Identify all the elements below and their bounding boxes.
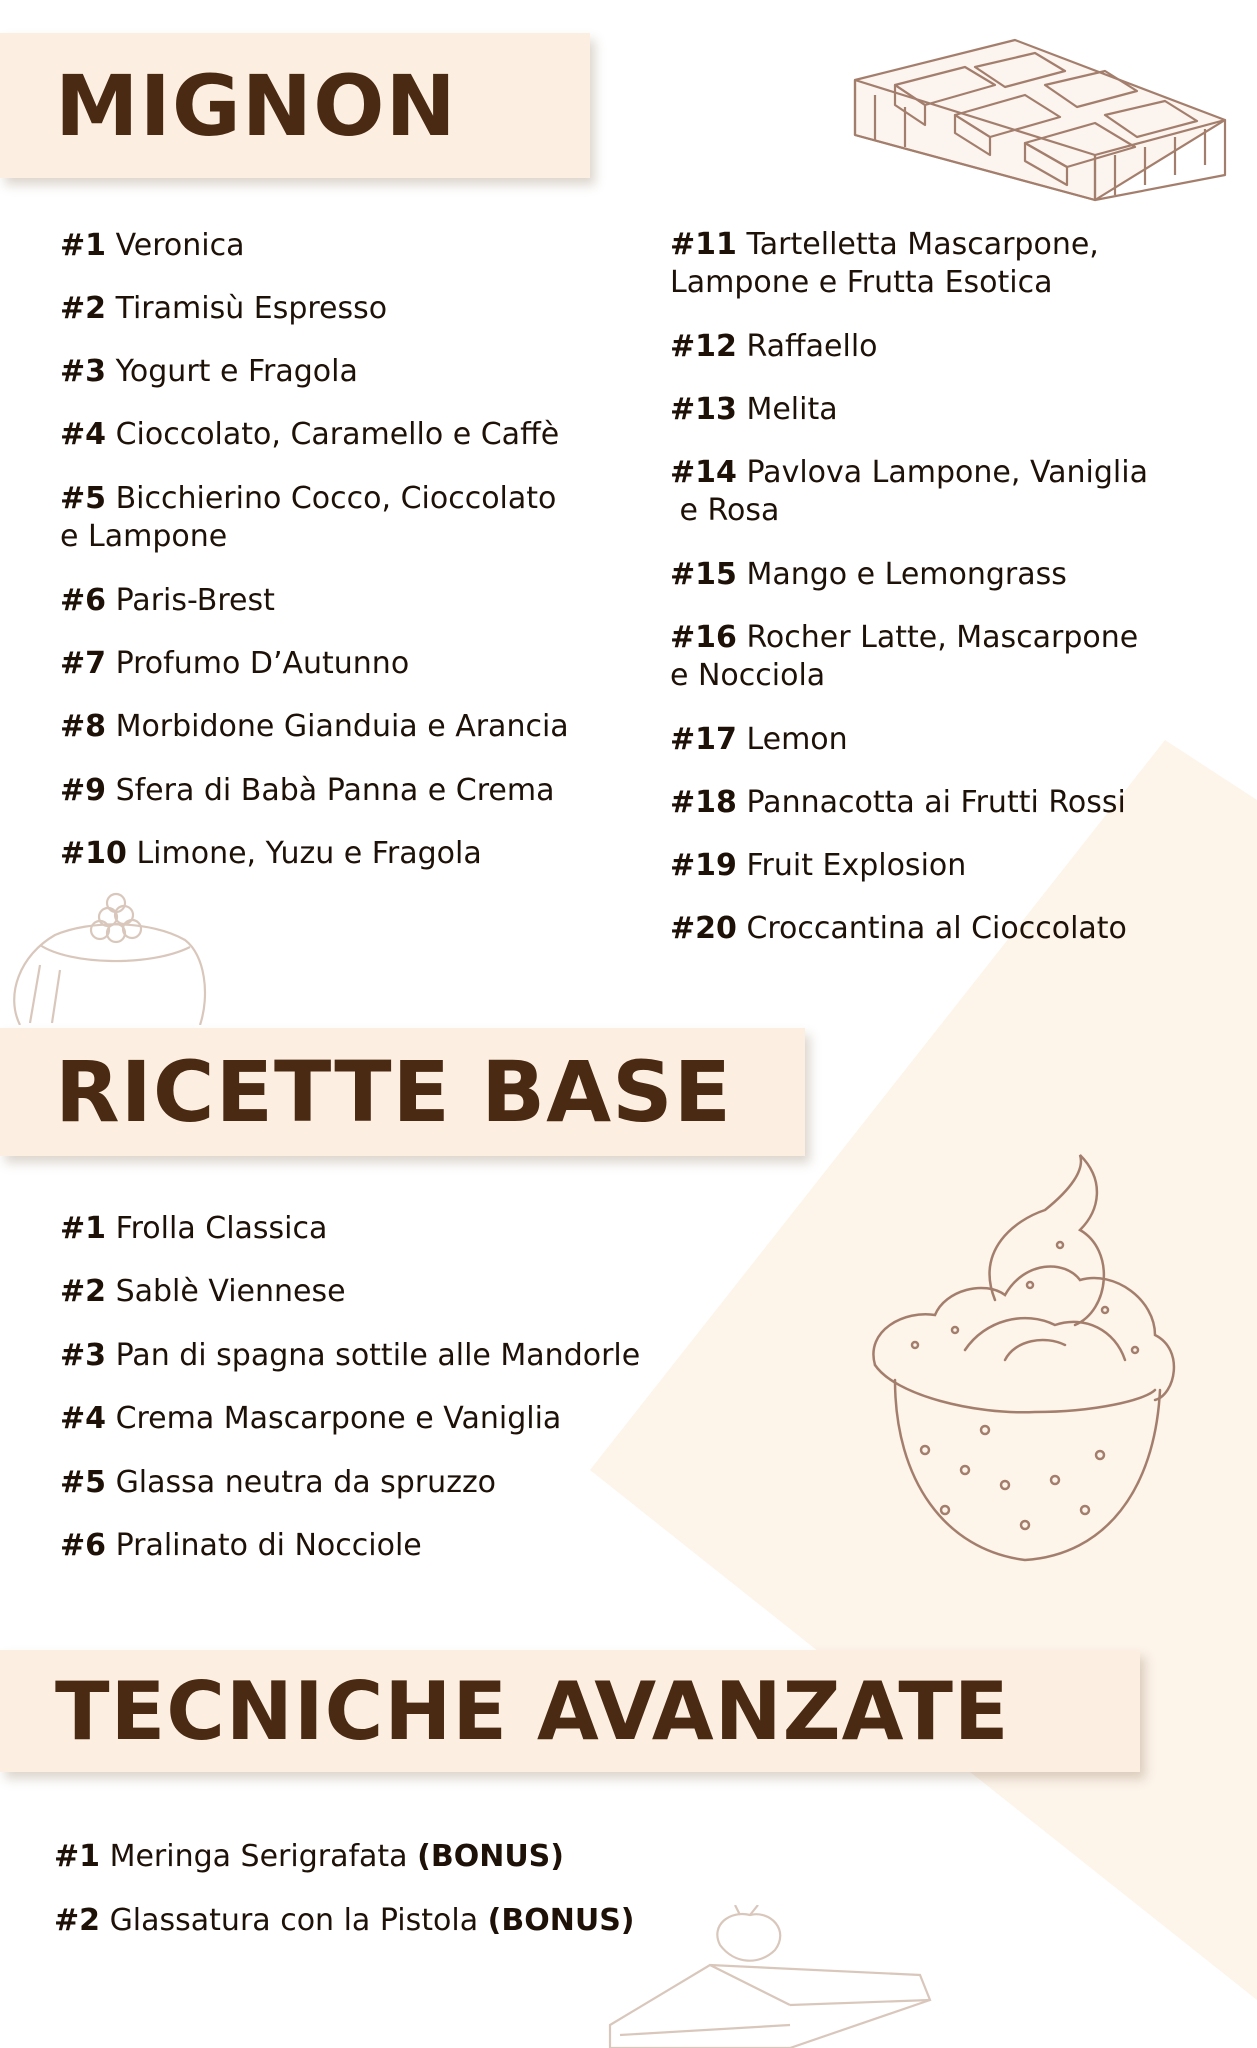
list-item: #5 Bicchierino Cocco, Cioccolato e Lampone: [60, 481, 557, 554]
list-item: #18 Pannacotta ai Frutti Rossi: [670, 785, 1126, 820]
list-item: #11 Tartelletta Mascarpone, Lampone e Frutta Esotica: [670, 227, 1099, 300]
list-item: #2 Sablè Viennese: [60, 1274, 346, 1309]
section-header-ricette-base: [0, 1028, 805, 1156]
list-item: #3 Pan di spagna sottile alle Mandorle: [60, 1338, 641, 1373]
list-item: #2 Glassatura con la Pistola (BONUS): [54, 1903, 635, 1938]
list-item: #1 Meringa Serigrafata (BONUS): [54, 1839, 564, 1874]
list-item: #7 Profumo D’Autunno: [60, 646, 410, 681]
list-item: #6 Pralinato di Nocciole: [60, 1528, 422, 1563]
section-title: TECNICHE AVANZATE: [55, 1664, 1010, 1758]
list-item: #1 Veronica: [60, 228, 245, 263]
bonus-label: (BONUS): [487, 1903, 635, 1938]
list-item: #15 Mango e Lemongrass: [670, 557, 1067, 592]
section-header-mignon: [0, 33, 590, 178]
list-item: #3 Yogurt e Fragola: [60, 354, 358, 389]
section-title: MIGNON: [55, 56, 457, 155]
list-item: #4 Crema Mascarpone e Vaniglia: [60, 1401, 562, 1436]
list-item: #10 Limone, Yuzu e Fragola: [60, 836, 482, 871]
list-item: #17 Lemon: [670, 722, 848, 757]
list-item: #12 Raffaello: [670, 329, 878, 364]
list-item: #19 Fruit Explosion: [670, 848, 967, 883]
list-item: #20 Croccantina al Cioccolato: [670, 911, 1127, 946]
list-item: #4 Cioccolato, Caramello e Caffè: [60, 417, 560, 452]
cupcake-icon: [855, 1150, 1190, 1570]
section-title: RICETTE BASE: [55, 1043, 733, 1141]
section-header-tecniche-avanzate: [0, 1650, 1140, 1772]
list-item: #14 Pavlova Lampone, Vaniglia e Rosa: [670, 455, 1148, 528]
list-item: #16 Rocher Latte, Mascarpone e Nocciola: [670, 620, 1139, 693]
list-item: #13 Melita: [670, 392, 838, 427]
list-item: #6 Paris-Brest: [60, 583, 275, 618]
bonus-label: (BONUS): [417, 1839, 564, 1874]
raspberry-dessert-icon: [0, 885, 215, 1025]
list-item: #8 Morbidone Gianduia e Arancia: [60, 709, 569, 744]
list-item: #5 Glassa neutra da spruzzo: [60, 1465, 497, 1500]
strawberry-cake-icon: [590, 1905, 950, 2048]
chocolate-bar-icon: [845, 25, 1230, 225]
list-item: #1 Frolla Classica: [60, 1211, 328, 1246]
list-item: #9 Sfera di Babà Panna e Crema: [60, 773, 555, 808]
list-item: #2 Tiramisù Espresso: [60, 291, 388, 326]
